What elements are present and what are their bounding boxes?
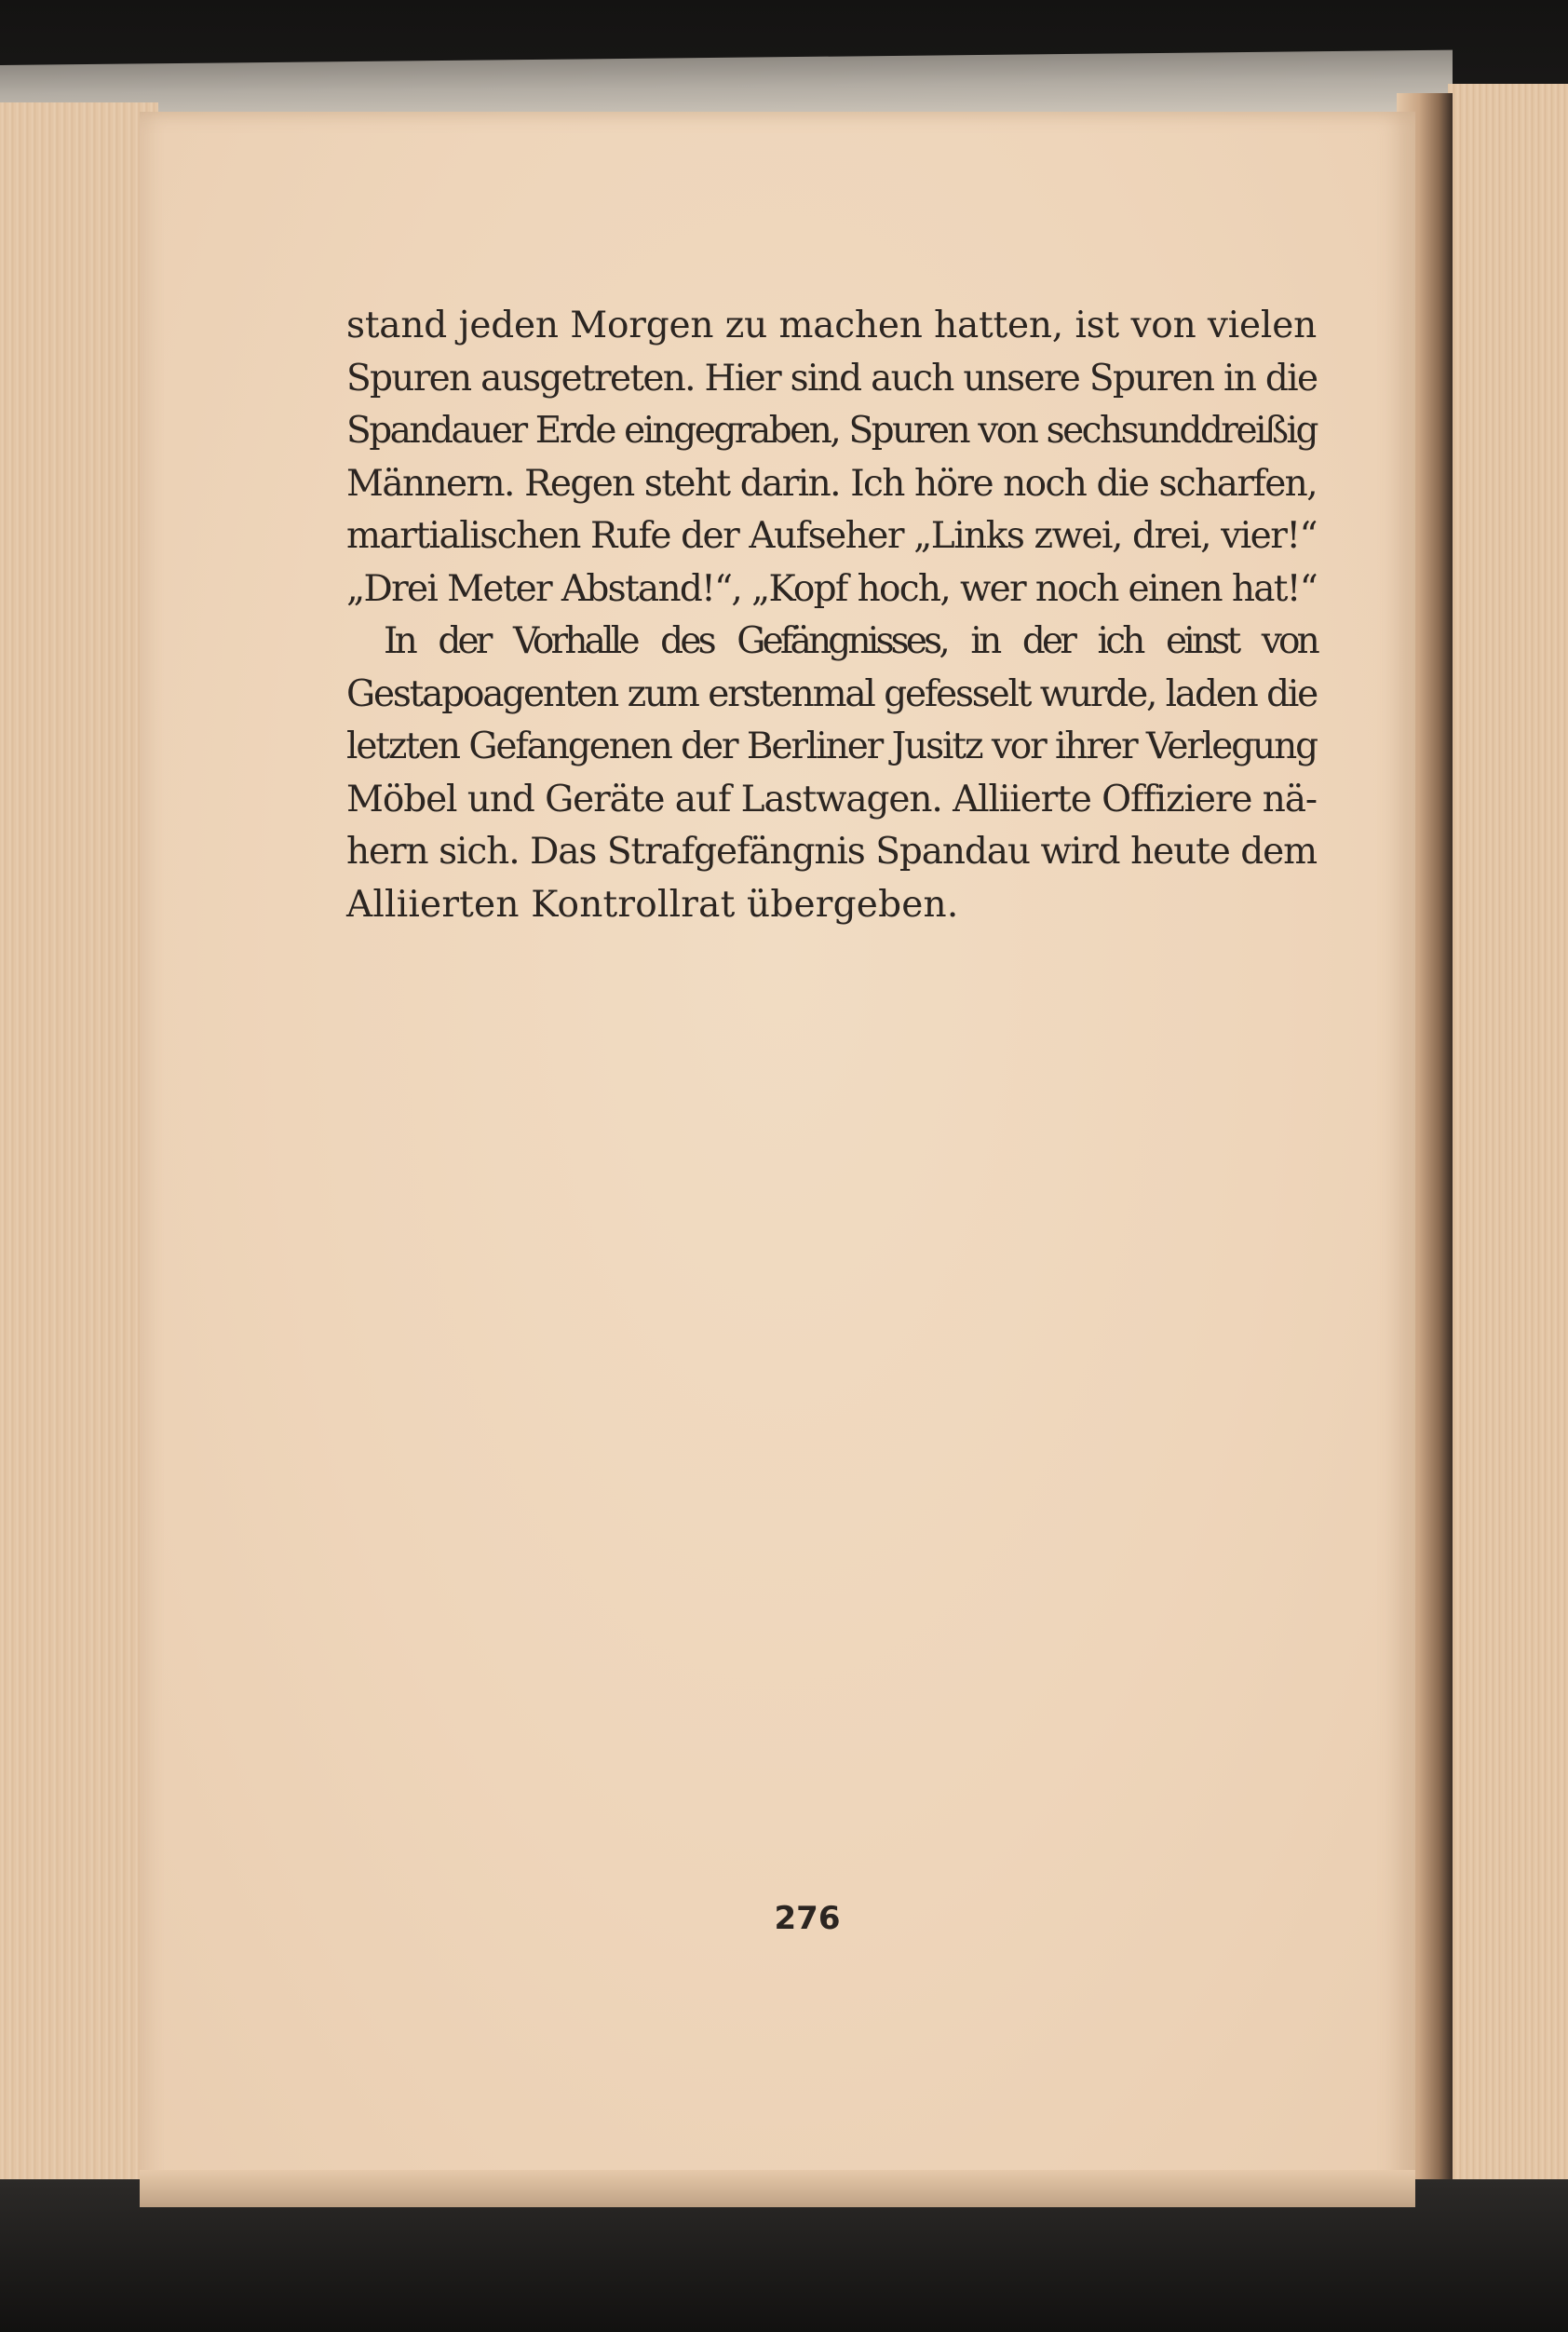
text-line: Spandauer Erde eingegraben, Spuren von sechsunddreißig xyxy=(346,410,1317,452)
text-line: letzten Gefangenen der Berliner Jusitz vor ihrer Verlegung xyxy=(346,725,1317,767)
text-line: Alliierten Kontrollrat übergeben. xyxy=(346,883,959,926)
text-line: hern sich. Das Strafgefängnis Spandau wird heute dem xyxy=(346,831,1317,873)
body-text xyxy=(346,300,1317,931)
text-line: Gestapoagenten zum erstenmal gefesselt wurde, laden die xyxy=(346,672,1317,715)
text-line: In der Vorhalle des Gefängnisses, in der ich einst von xyxy=(384,620,1317,662)
page-bottom-strip xyxy=(140,2170,1415,2207)
page-number: 276 xyxy=(774,1900,841,1937)
text-line: Möbel und Geräte auf Lastwagen. Alliierte Offiziere nä- xyxy=(346,778,1317,820)
text-line: Spuren ausgetreten. Hier sind auch unsere Spuren in die xyxy=(346,357,1318,400)
paragraph-1 xyxy=(346,300,1317,616)
text-line: stand jeden Morgen zu machen hatten, ist von vielen xyxy=(346,305,1317,346)
text-line: martialischen Rufe der Aufseher „Links zwei, drei, vier!“ xyxy=(346,515,1317,557)
paragraph-2 xyxy=(346,616,1317,931)
page-stack-left xyxy=(0,102,158,2198)
text-line: Männern. Regen steht darin. Ich höre noch die scharfen, xyxy=(346,462,1317,505)
text-line: „Drei Meter Abstand!“, „Kopf hoch, wer noch einen hat!“ xyxy=(346,567,1317,610)
